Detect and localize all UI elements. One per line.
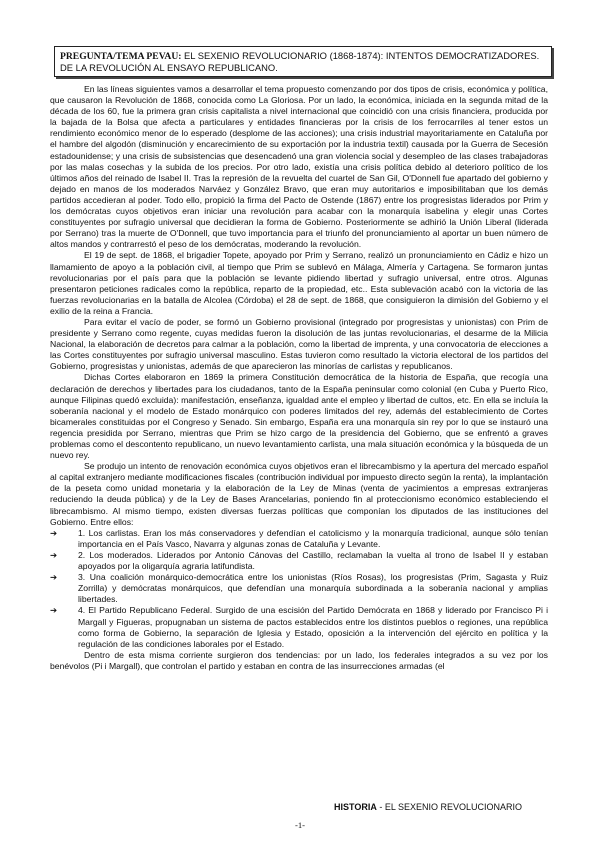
document-body [50,84,548,672]
paragraph-closing: Dentro de esta misma corriente surgieron dos tendencias: por un lado, los federales integrados a su vez por los benévolos (Pi i Margall), que controlan el partido y estaban en contra de las insurrecciones armadas (el [50,649,548,671]
footer-separator: - [376,802,385,812]
page-footer [334,802,522,812]
paragraph-intro: En las líneas siguientes vamos a desarrollar el tema propuesto comenzando por dos tipos de crisis, económica y política, que causaron la Revolución de 1868, conocida como La Gloriosa. Por un lado, la económica, iniciada en la segunda mitad de la década de los 60, fue la primera gran crisis capitalista a nivel internacional que coincidió con una crisis financiera, producida por la bajada de la Bolsa que afecta a particulares y entidades financieras por la crisis de los ferrocarriles al tener estos un rendimiento económico menor de lo esperado (desplome de las acciones); una crisis industrial mayoritariamente en Cataluña por el hambre del algodón (disminución y encarecimiento de su exportación por la industria textil) causada por la Guerra de Secesión estadounidense; y una crisis de subsistencias que desencadenó una gran violencia social y desempleo de las clases trabajadoras por las malas cosechas y la subida de los precios. Por otro lado, existía una crisis política debido al deterioro político de los últimos años del reinado de Isabel II. Tras la represión de la revuelta del cuartel de San Gil, O'Donnell fue apartado del gobierno y dejado en manos de los moderados Narváez y González Bravo, que eran muy autoritarios e imposibilitaban que los demás partidos accedieran al poder. Todo ello, propició la firma del Pacto de Ostende (1867) entre los progresistas liderados por Prim y los demócratas cuyos objetivos eran iniciar una revolución para acabar con la monarquía isabelina y elegir unas Cortes constituyentes por sufragio universal que decidieran la forma de Gobierno. Posteriormente se adhirió la Unión Liberal (liderada por Serrano) tras la muerte de O'Donnell, que tuvo importancia para el triunfo del pronunciamiento al aportar un buen número de altos mandos y contrarrestó el peso de los demócratas, moderando la revolución. [50,84,548,250]
arrow-bullet-icon: ➔ [50,549,58,560]
arrow-bullet-icon: ➔ [50,527,58,538]
list-item-text: 3. Una coalición monárquico-democrática entre los unionistas (Ríos Rosas), los progresistas (Prim, Sagasta y Ruiz Zorrilla) y demócratas monárquicos, que defendían una monarquía subordinada a la soberanía nacional y amplias libertades. [78,572,548,605]
list-item-text: 2. Los moderados. Liderados por Antonio Cánovas del Castillo, reclamaban la vuelta al trono de Isabel II y estaban apoyados por la oligarquía agraria latifundista. [78,549,548,572]
arrow-bullet-icon: ➔ [50,572,58,583]
political-forces-list [50,528,548,650]
list-item [50,572,548,605]
list-item-text: 1. Los carlistas. Eran los más conservadores y defendían el catolicismo y la monarquía tradicional, aunque sólo tenían importancia en el País Vasco, Navarra y algunas zonas de Cataluña y Levante. [78,527,548,549]
page-number: -1- [294,820,306,830]
question-title: EL SEXENIO REVOLUCIONARIO (1868-1874): INTENTOS DEMOCRATIZADORES. DE LA REVOLUCIÓN AL ENSAYO REPUBLICANO. [60,50,540,74]
question-header-box [54,46,552,77]
list-item-text: 4. El Partido Republicano Federal. Surgido de una escisión del Partido Demócrata en 1868 y liderado por Francisco Pi i Margall y Figueras, propugnaban un sistema de pactos establecidos entre los distintos pueblos o regiones, una república como forma de Gobierno, la separación de Iglesia y Estado, oposición a la intervención del ejército en política y la regulación de las condiciones laborales por el Estado. [78,605,548,649]
footer-subject: HISTORIA [334,802,377,812]
list-item [50,605,548,649]
footer-topic: EL SEXENIO REVOLUCIONARIO [384,802,523,812]
question-lead: PREGUNTA/TEMA PEVAU: [60,51,182,62]
paragraph-gobierno-provisional: Para evitar el vacío de poder, se formó un Gobierno provisional (integrado por progresistas y unionistas) con Prim de presidente y Serrano como regente, cuyas medidas fueron la disolución de las juntas revolucionarias, el desarme de la Milicia Nacional, la elaboración de decretos para calmar a la población, como la libertad de imprenta, y una convocatoria de elecciones a las Cortes constituyentes por sufragio universal masculino. Estas tuvieron como resultado la victoria electoral de los partidos del Gobierno, progresistas y unionistas, además de que aparecieron las minorías de carlistas y republicanos. [50,316,548,372]
paragraph-renovacion-economica: Se produjo un intento de renovación económica cuyos objetivos eran el librecambismo y la apertura del mercado español al capital extranjero mediante modificaciones fiscales (contribución individual por impuesto directo según la renta), la implantación de la peseta como unidad monetaria y la elaboración de la Ley de Minas (venta de yacimientos a empresas extranjeras reduciendo la deuda pública) y de la Ley de Bases Arancelarias, poniendo fin al proteccionismo económico estableciendo el librecambismo. Al mismo tiempo, existen diversas fuerzas políticas que componían los diputados de las instituciones del Gobierno. Entre ellos: [50,461,548,527]
list-item [50,528,548,550]
arrow-bullet-icon: ➔ [50,605,58,616]
paragraph-pronunciamiento: El 19 de sept. de 1868, el brigadier Topete, apoyado por Prim y Serrano, realizó un pronunciamiento en Cádiz e hizo un llamamiento de apoyo a la población civil, al tiempo que Prim se sublevó en Málaga, Almería y Cartagena. Se formaron juntas revolucionarias por el país para que la población se levante pidiendo libertad y sufragio universal, entre otros. Algunas presentaron peticiones radicales como la república, reparto de la propiedad, etc.. Esta sublevación acabó con la victoria de las fuerzas revolucionarias en la batalla de Alcolea (Córdoba) el 28 de sept. de 1868, que consiguieron la dimisión del Gobierno y el exilio de la reina a Francia. [50,250,548,316]
list-item [50,550,548,572]
paragraph-constitucion: Dichas Cortes elaboraron en 1869 la primera Constitución democrática de la historia de España, que recogía una declaración de derechos y libertades para los ciudadanos, tanto de la España peninsular como colonial (en Cuba y Puerto Rico, aunque Filipinas quedó excluida): manifestación, enseñanza, igualdad ante el empleo y libertad de cultos, etc. En ella se incluía la soberanía nacional y el modelo de Estado monárquico con poderes limitados del rey, además del establecimiento de Cortes bicamerales constituidas por el Congreso y Senado. Sin embargo, España era una monarquía sin rey por lo que se instauró una regencia presidida por Serrano, mientras que Prim se hizo cargo de la presidencia del Gobierno, que se enfrentó a graves problemas como el descontento republicano, un nuevo levantamiento carlista, una mala situación económica y la búsqueda de un nuevo rey. [50,372,548,461]
